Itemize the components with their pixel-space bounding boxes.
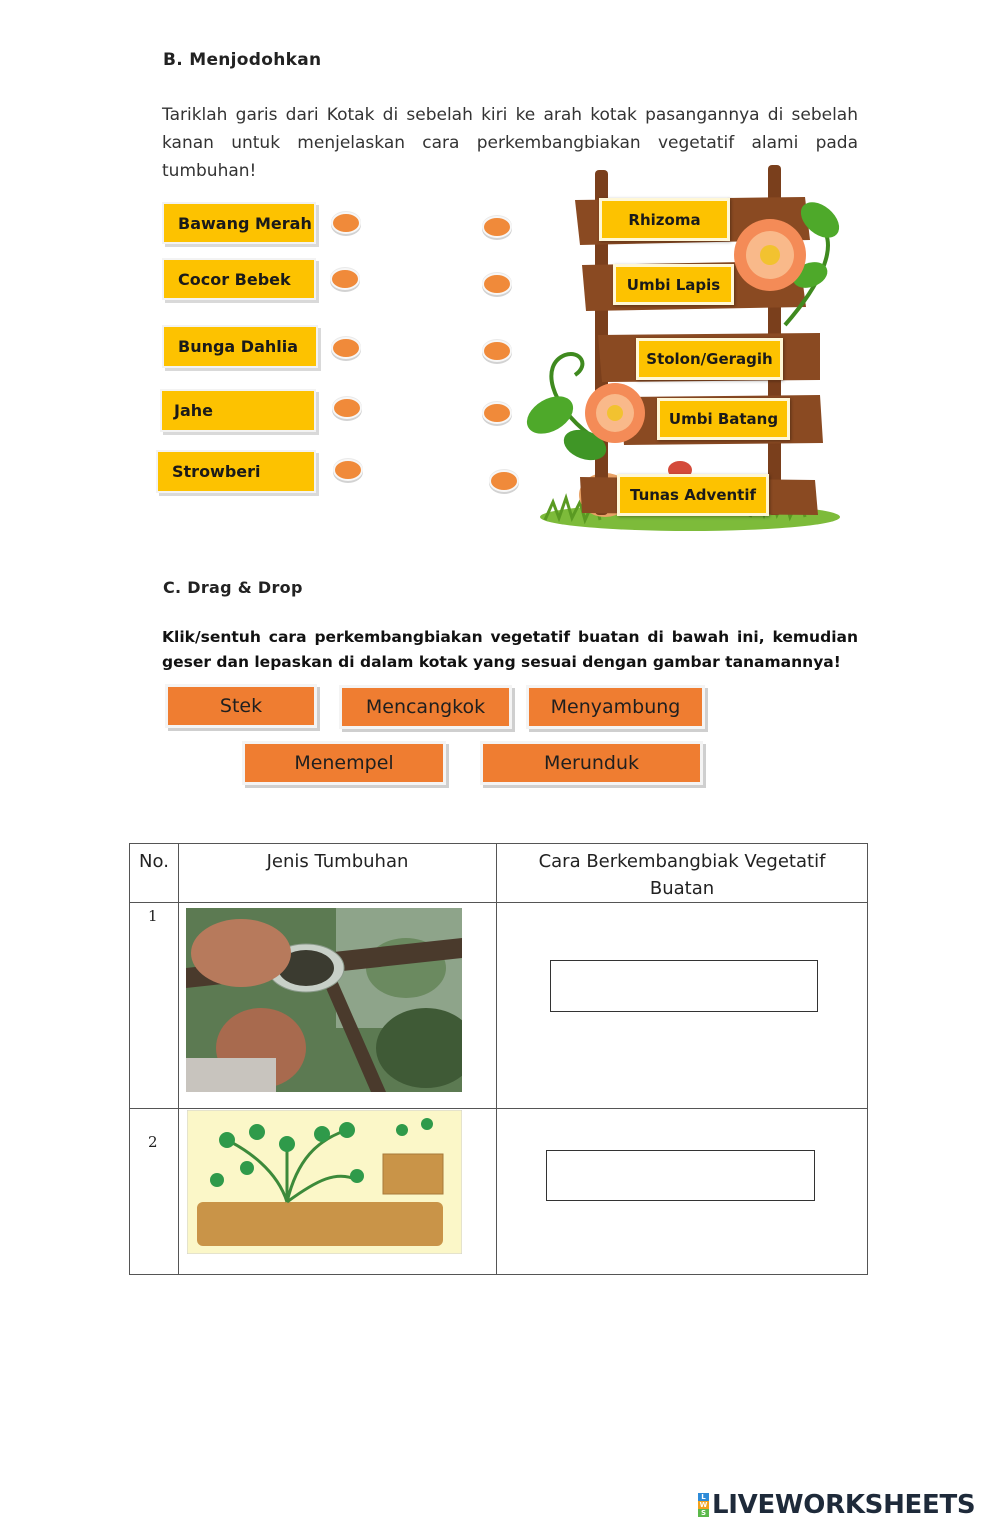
match-right-umbi-lapis[interactable]: Umbi Lapis — [613, 264, 734, 305]
drop-target-2[interactable] — [546, 1150, 815, 1201]
photo-layering — [187, 1110, 462, 1254]
header-no: No. — [139, 851, 169, 872]
section-c-title: C. Drag & Drop — [163, 578, 303, 597]
header-jenis-tumbuhan: Jenis Tumbuhan — [266, 851, 409, 872]
match-dot-left-1[interactable] — [331, 212, 361, 234]
drag-option-stek[interactable]: Stek — [165, 684, 317, 728]
match-dot-left-4[interactable] — [332, 397, 362, 419]
match-right-rhizoma[interactable]: Rhizoma — [599, 198, 730, 241]
section-b-instruction: Tariklah garis dari Kotak di sebelah kiri ke arah kotak pasangannya di sebelah kanan untuk menjelaskan cara perkembangbiakan vegetatif alami pada tumbuhan! — [162, 105, 858, 181]
section-b-title: B. Menjodohkan — [163, 50, 322, 70]
match-right-umbi-batang[interactable]: Umbi Batang — [657, 398, 790, 440]
drag-option-merunduk[interactable]: Merunduk — [480, 741, 703, 785]
match-dot-right-1[interactable] — [482, 216, 512, 238]
match-right-tunas-adventif[interactable]: Tunas Adventif — [617, 474, 769, 516]
match-dot-right-2[interactable] — [482, 273, 512, 295]
liveworksheets-logo — [698, 1490, 975, 1520]
match-left-jahe[interactable]: Jahe — [160, 389, 316, 432]
match-dot-right-3[interactable] — [482, 340, 512, 362]
match-dot-left-3[interactable] — [331, 337, 361, 359]
header-cara-berkembangbiak: Cara Berkembangbiak Vegetatif Buatan — [538, 851, 826, 899]
logo-badge — [698, 1493, 709, 1517]
drag-option-menyambung[interactable]: Menyambung — [526, 685, 705, 729]
match-dot-right-4[interactable] — [482, 402, 512, 424]
match-left-cocor-bebek[interactable]: Cocor Bebek — [162, 258, 316, 300]
match-dot-left-5[interactable] — [333, 459, 363, 481]
match-right-stolon-geragih[interactable]: Stolon/Geragih — [636, 338, 783, 380]
section-c-instruction: Klik/sentuh cara perkembangbiakan vegetatif buatan di bawah ini, kemudian geser dan lepaskan di dalam kotak yang sesuai dengan gambar tanamannya! — [162, 628, 858, 671]
logo-badge-letter: W — [699, 1501, 708, 1509]
photo-grafting — [186, 908, 462, 1092]
match-dot-left-2[interactable] — [330, 268, 360, 290]
drag-option-mencangkok[interactable]: Mencangkok — [339, 685, 512, 729]
match-left-bunga-dahlia[interactable]: Bunga Dahlia — [162, 325, 318, 368]
drop-target-1[interactable] — [550, 960, 818, 1012]
brand-name: LIVEWORKSHEETS — [712, 1490, 976, 1520]
match-left-strowberi[interactable]: Strowberi — [156, 450, 316, 493]
logo-badge-letter: L — [698, 1493, 709, 1501]
row-number: 1 — [148, 907, 158, 925]
logo-badge-letter: S — [698, 1509, 709, 1517]
row-number: 2 — [148, 1133, 158, 1151]
match-left-bawang-merah[interactable]: Bawang Merah — [162, 202, 316, 244]
match-dot-right-5[interactable] — [489, 470, 519, 492]
drag-option-menempel[interactable]: Menempel — [242, 741, 446, 785]
